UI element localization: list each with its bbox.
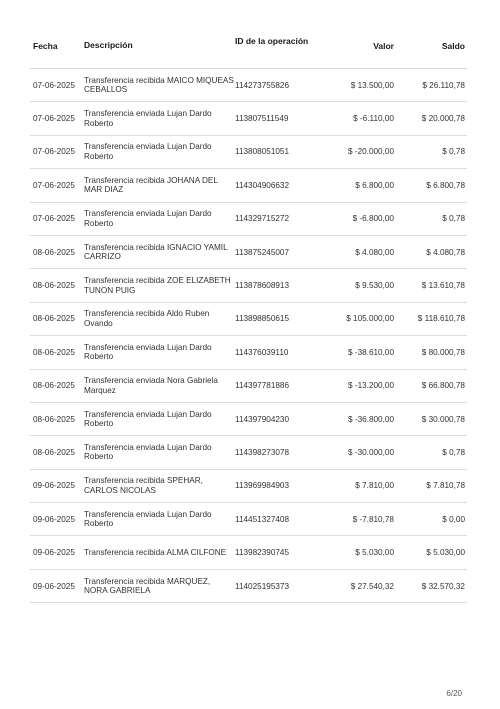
table-row <box>30 436 467 469</box>
table-row <box>30 403 467 436</box>
table-header <box>30 34 467 69</box>
cell-id-operacion: 114397904230 <box>235 414 290 424</box>
header-saldo: Saldo <box>441 41 465 51</box>
table-row <box>30 303 467 336</box>
cell-descripcion: Transferencia enviada Nora Gabriela Marquez <box>84 376 218 395</box>
cell-valor: $ -36.800,00 <box>348 414 394 424</box>
cell-id-operacion: 114329715272 <box>235 214 290 224</box>
cell-saldo: $ 13.610,78 <box>421 281 465 291</box>
cell-id-operacion: 113898850615 <box>235 314 290 324</box>
cell-id-operacion: 113969984903 <box>235 481 290 491</box>
table-row <box>30 370 467 403</box>
cell-id-operacion: 113808051051 <box>235 147 290 157</box>
cell-fecha: 08-06-2025 <box>33 314 75 324</box>
cell-valor: $ -30.000,00 <box>348 447 394 457</box>
table-row <box>30 69 467 102</box>
cell-descripcion: Transferencia recibida ALMA CILFONE <box>84 547 227 557</box>
cell-saldo: $ 0,78 <box>442 147 465 157</box>
cell-valor: $ -13.200,00 <box>348 381 394 391</box>
cell-descripcion: Transferencia recibida SPEHAR, CARLOS NICOLAS <box>84 476 203 495</box>
cell-id-operacion: 114398273078 <box>235 447 290 457</box>
cell-descripcion: Transferencia recibida Aldo Ruben Ovando <box>84 309 210 328</box>
cell-saldo: $ 32.570,32 <box>421 581 465 591</box>
cell-fecha: 07-06-2025 <box>33 180 75 190</box>
cell-id-operacion: 114376039110 <box>235 347 289 357</box>
cell-fecha: 08-06-2025 <box>33 281 75 291</box>
cell-saldo: $ 6.800,78 <box>426 180 465 190</box>
cell-valor: $ 5.030,00 <box>355 548 394 558</box>
cell-id-operacion: 114304906632 <box>235 180 290 190</box>
table-row <box>30 570 467 603</box>
cell-fecha: 09-06-2025 <box>33 481 75 491</box>
cell-fecha: 08-06-2025 <box>33 414 75 424</box>
table-row <box>30 236 467 269</box>
cell-valor: $ -6.800,00 <box>352 214 394 224</box>
cell-descripcion: Transferencia recibida JOHANA DEL MAR DIAZ <box>84 175 218 195</box>
cell-valor: $ 27.540,32 <box>350 581 394 591</box>
cell-saldo: $ 7.810,78 <box>426 481 465 491</box>
cell-descripcion: Transferencia enviada Lujan Dardo Roberto <box>84 209 212 228</box>
cell-id-operacion: 114397781886 <box>235 381 290 391</box>
cell-fecha: 08-06-2025 <box>33 347 75 357</box>
cell-fecha: 08-06-2025 <box>33 447 75 457</box>
cell-valor: $ -38.610,00 <box>348 347 394 357</box>
cell-descripcion: Transferencia recibida ZOE ELIZABETH TUNON PUIG <box>84 276 231 295</box>
table-row <box>30 503 467 536</box>
header-descripcion: Descripción <box>84 40 133 50</box>
table-row <box>30 136 467 169</box>
cell-fecha: 08-06-2025 <box>33 381 75 391</box>
cell-fecha: 07-06-2025 <box>33 114 75 124</box>
cell-valor: $ 7.810,00 <box>355 481 394 491</box>
cell-valor: $ 13.500,00 <box>350 80 394 90</box>
transactions-table <box>30 34 467 603</box>
cell-fecha: 07-06-2025 <box>33 147 75 157</box>
cell-descripcion: Transferencia recibida MARQUEZ, NORA GABRIELA <box>84 576 211 596</box>
cell-fecha: 07-06-2025 <box>33 80 75 90</box>
cell-saldo: $ 118.610,78 <box>417 314 465 324</box>
cell-id-operacion: 113878608913 <box>235 281 290 291</box>
cell-valor: $ 105.000,00 <box>346 314 394 324</box>
cell-descripcion: Transferencia recibida MAICO MIQUEAS CEBALLOS <box>84 75 234 95</box>
table-row <box>30 536 467 569</box>
cell-fecha: 07-06-2025 <box>33 214 75 224</box>
header-valor: Valor <box>373 41 394 51</box>
cell-fecha: 09-06-2025 <box>33 514 75 524</box>
cell-id-operacion: 114025195373 <box>235 581 290 591</box>
cell-descripcion: Transferencia enviada Lujan Dardo Roberto <box>84 142 212 161</box>
header-fecha: Fecha <box>33 41 58 51</box>
table-row <box>30 102 467 135</box>
cell-valor: $ -6.110,00 <box>353 114 394 124</box>
table-row <box>30 336 467 369</box>
table-body <box>30 69 467 603</box>
cell-id-operacion: 113875245007 <box>235 247 290 257</box>
cell-descripcion: Transferencia recibida IGNACIO YAMIL CARRIZO <box>84 242 228 262</box>
cell-id-operacion: 114273755826 <box>235 80 290 90</box>
cell-fecha: 08-06-2025 <box>33 247 75 257</box>
cell-descripcion: Transferencia enviada Lujan Dardo Roberto <box>84 109 212 128</box>
cell-saldo: $ 0,78 <box>442 447 465 457</box>
cell-valor: $ 6.800,00 <box>355 180 394 190</box>
cell-saldo: $ 4.080,78 <box>426 247 465 257</box>
cell-descripcion: Transferencia enviada Lujan Dardo Roberto <box>84 409 212 429</box>
cell-id-operacion: 113982390745 <box>235 548 290 558</box>
cell-id-operacion: 114451327408 <box>235 514 290 524</box>
cell-descripcion: Transferencia enviada Lujan Dardo Roberto <box>84 442 212 462</box>
table-row <box>30 169 467 202</box>
header-id-operacion: ID de la operación <box>235 36 309 46</box>
cell-descripcion: Transferencia enviada Lujan Dardo Roberto <box>84 509 212 529</box>
table-row <box>30 203 467 236</box>
page-number: 6/20 <box>446 689 462 698</box>
table-row <box>30 470 467 503</box>
cell-valor: $ 4.080,00 <box>355 247 394 257</box>
cell-valor: $ -7.810,78 <box>352 514 394 524</box>
cell-valor: $ -20.000,00 <box>348 147 394 157</box>
cell-saldo: $ 26.110,78 <box>422 80 465 90</box>
cell-id-operacion: 113807511549 <box>235 114 289 124</box>
cell-fecha: 09-06-2025 <box>33 581 75 591</box>
cell-saldo: $ 0,78 <box>442 214 465 224</box>
cell-valor: $ 9.530,00 <box>355 281 394 291</box>
cell-saldo: $ 30.000,78 <box>421 414 465 424</box>
cell-saldo: $ 66.800,78 <box>421 381 465 391</box>
cell-saldo: $ 20.000,78 <box>421 114 465 124</box>
cell-fecha: 09-06-2025 <box>33 548 75 558</box>
cell-saldo: $ 80.000,78 <box>421 347 465 357</box>
cell-saldo: $ 5.030,00 <box>426 548 465 558</box>
cell-descripcion: Transferencia enviada Lujan Dardo Roberto <box>84 342 212 362</box>
cell-saldo: $ 0,00 <box>442 514 465 524</box>
table-row <box>30 269 467 302</box>
